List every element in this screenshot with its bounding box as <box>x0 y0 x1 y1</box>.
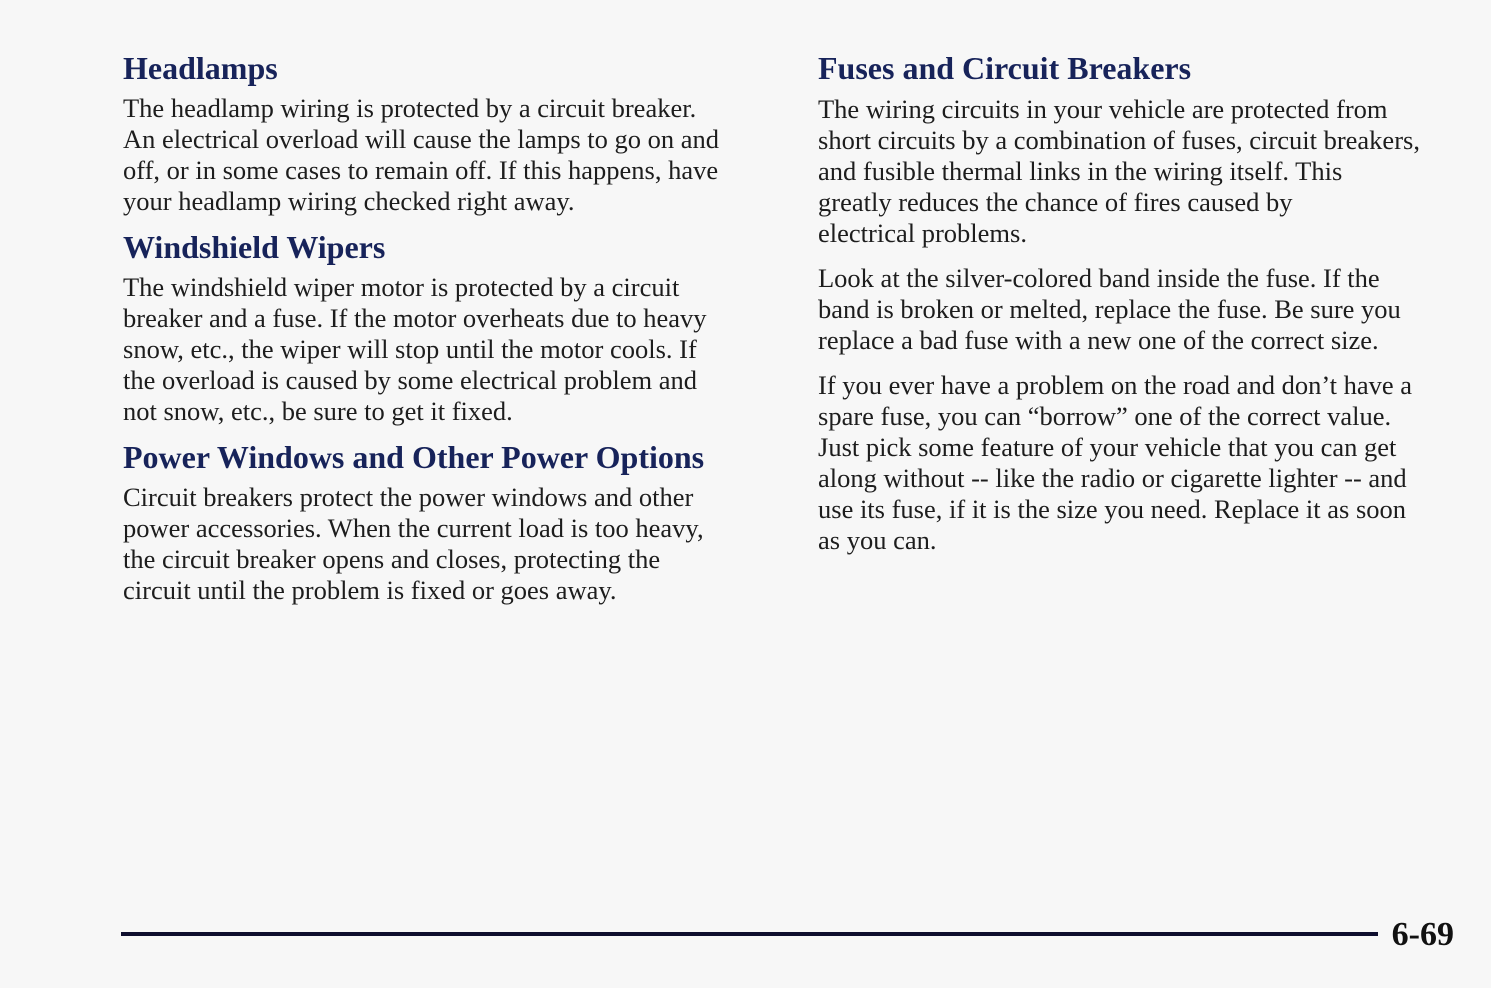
section-headlamps <box>123 46 773 217</box>
section-heading: Power Windows and Other Power Options <box>123 439 705 475</box>
section-heading: Headlamps <box>123 50 278 86</box>
section-windshield-wipers <box>123 225 773 427</box>
paragraph: The wiring circuits in your vehicle are protected from short circuits by a combination of fuses, circuit breakers, and fusible thermal links in the wiring itself. This greatly reduces the chance of fires caused by electrical problems. <box>818 94 1420 248</box>
right-column <box>818 46 1468 556</box>
section-heading: Windshield Wipers <box>123 229 386 265</box>
left-column <box>123 46 773 606</box>
section-body: The headlamp wiring is protected by a circuit breaker. An electrical overload will cause the lamps to go on and off, or in some cases to remain off. If this happens, have your headlamp wiring checked right away. <box>123 93 720 216</box>
section-body: Circuit breakers protect the power windows and other power accessories. When the current load is too heavy, the circuit breaker opens and closes, protecting the circuit until the problem is fixed or goes away. <box>123 482 704 605</box>
section-body: The windshield wiper motor is protected by a circuit breaker and a fuse. If the motor overheats due to heavy snow, etc., the wiper will stop until the motor cools. If the overload is caused by some electrical problem and not snow, etc., be sure to get it fixed. <box>123 272 707 426</box>
paragraph: Look at the silver-colored band inside the fuse. If the band is broken or melted, replace the fuse. Be sure you replace a bad fuse with a new one of the correct size. <box>818 263 1401 355</box>
footer-rule <box>121 932 1378 936</box>
section-heading-fuses: Fuses and Circuit Breakers <box>818 50 1192 86</box>
page-number: 6-69 <box>1391 916 1454 953</box>
section-power-windows <box>123 435 773 606</box>
paragraph: If you ever have a problem on the road and don’t have a spare fuse, you can “borrow” one of the correct value. Just pick some feature of your vehicle that you can get along without -- like the radio or cigarette lighter -- and use its fuse, if it is the size you need. Replace it as soon as you can. <box>818 370 1413 555</box>
